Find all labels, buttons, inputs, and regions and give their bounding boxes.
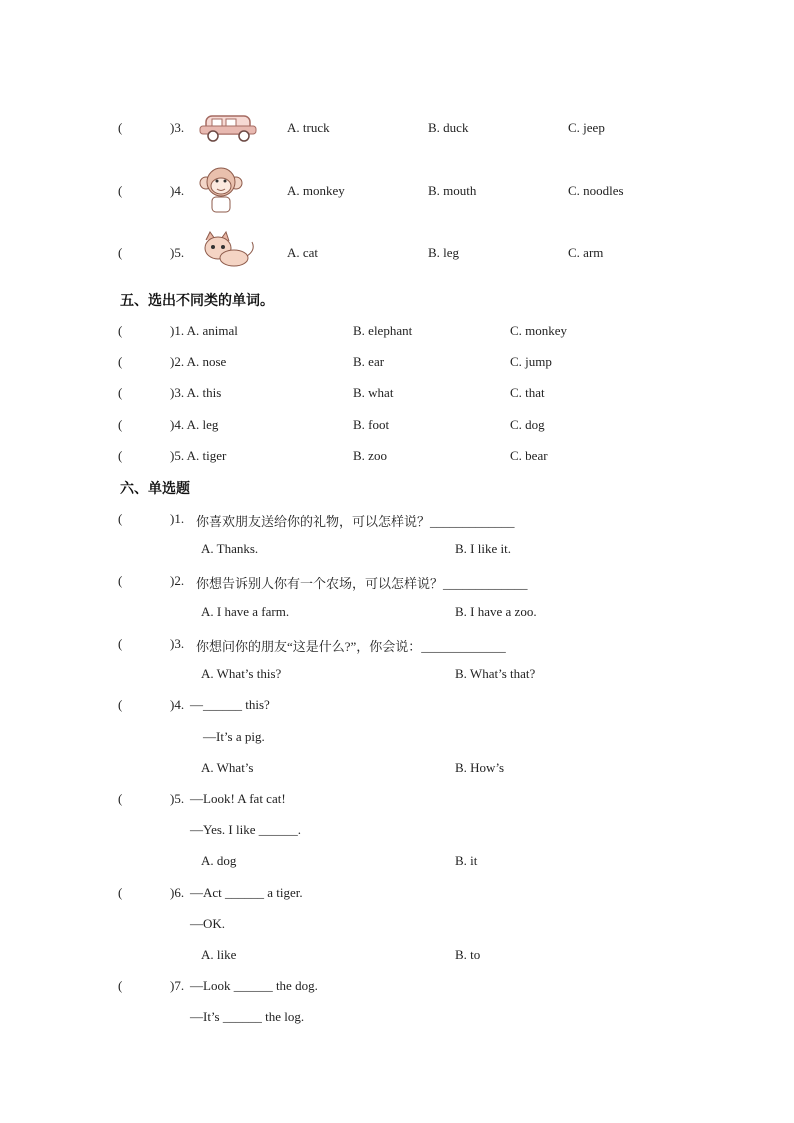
option-c[interactable]: C. bear — [510, 448, 548, 463]
answer-paren[interactable]: ( — [118, 120, 123, 135]
answer-paren[interactable]: ( — [118, 573, 123, 588]
section-title: 五、选出不同类的单词。 — [120, 293, 274, 309]
option-c[interactable]: C. dog — [510, 417, 545, 432]
option-a[interactable]: A. like — [201, 947, 237, 962]
question-number: )7. — [170, 978, 185, 993]
question-number: )3. — [170, 120, 185, 135]
question-number: )6. — [170, 885, 185, 900]
option-c[interactable]: C. that — [510, 385, 545, 400]
option-b[interactable]: B. What’s that? — [455, 666, 536, 681]
question-number: )5. — [170, 791, 185, 806]
car-icon — [196, 110, 262, 144]
answer-paren[interactable]: ( — [118, 885, 123, 900]
question-number: )4. — [170, 697, 185, 712]
option-b[interactable]: B. ear — [353, 354, 385, 369]
question-number: )2. — [170, 573, 185, 588]
option-c[interactable]: C. arm — [568, 245, 604, 260]
option-b[interactable]: B. leg — [428, 245, 460, 260]
answer-paren[interactable]: ( — [118, 354, 123, 369]
option-c[interactable]: C. noodles — [568, 183, 624, 198]
option-a[interactable]: A. I have a farm. — [201, 604, 290, 619]
option-b[interactable]: B. foot — [353, 417, 390, 432]
option-c[interactable]: C. jeep — [568, 120, 605, 135]
option-b[interactable]: B. what — [353, 385, 394, 400]
option-a[interactable]: A. monkey — [287, 183, 345, 198]
question-number: )4. — [170, 183, 185, 198]
option-a[interactable]: A. truck — [287, 120, 330, 135]
question-text: —______ this? — [190, 697, 270, 712]
question-option-a[interactable]: )1. A. animal — [170, 323, 238, 338]
answer-paren[interactable]: ( — [118, 385, 123, 400]
question-option-a[interactable]: )3. A. this — [170, 385, 222, 400]
option-a[interactable]: A. Thanks. — [201, 541, 259, 556]
question-text: —Act ______ a tiger. — [190, 885, 303, 900]
question-option-a[interactable]: )4. A. leg — [170, 417, 219, 432]
question-text: 你想告诉别人你有一个农场，可以怎样说？_____________ — [196, 576, 528, 591]
answer-paren[interactable]: ( — [118, 183, 123, 198]
answer-paren[interactable]: ( — [118, 511, 123, 526]
question-text: 你喜欢朋友送给你的礼物，可以怎样说？_____________ — [196, 514, 515, 529]
option-b[interactable]: B. to — [455, 947, 481, 962]
option-b[interactable]: B. duck — [428, 120, 469, 135]
question-option-a[interactable]: )5. A. tiger — [170, 448, 227, 463]
answer-paren[interactable]: ( — [118, 417, 123, 432]
monkey-icon — [198, 165, 244, 215]
option-b[interactable]: B. zoo — [353, 448, 387, 463]
option-b[interactable]: B. I like it. — [455, 541, 511, 556]
section-title: 六、单选题 — [120, 481, 190, 497]
option-b[interactable]: B. I have a zoo. — [455, 604, 537, 619]
option-c[interactable]: C. jump — [510, 354, 552, 369]
dialogue-line: —Yes. I like ______. — [190, 822, 301, 837]
question-number: )1. — [170, 511, 185, 526]
answer-paren[interactable]: ( — [118, 697, 123, 712]
option-a[interactable]: A. What’s — [201, 760, 254, 775]
option-a[interactable]: A. What’s this? — [201, 666, 282, 681]
answer-paren[interactable]: ( — [118, 245, 123, 260]
answer-paren[interactable]: ( — [118, 636, 123, 651]
answer-paren[interactable]: ( — [118, 448, 123, 463]
question-text: —Look ______ the dog. — [190, 978, 318, 993]
question-number: )3. — [170, 636, 185, 651]
cat-icon — [198, 230, 258, 270]
answer-paren[interactable]: ( — [118, 978, 123, 993]
answer-paren[interactable]: ( — [118, 791, 123, 806]
question-number: )5. — [170, 245, 185, 260]
question-text: 你想问你的朋友“这是什么?”，你会说：_____________ — [196, 639, 506, 654]
question-option-a[interactable]: )2. A. nose — [170, 354, 227, 369]
option-b[interactable]: B. mouth — [428, 183, 477, 198]
answer-paren[interactable]: ( — [118, 323, 123, 338]
option-b[interactable]: B. elephant — [353, 323, 413, 338]
dialogue-line: —OK. — [190, 916, 226, 931]
option-c[interactable]: C. monkey — [510, 323, 568, 338]
question-text: —Look! A fat cat! — [190, 791, 286, 806]
option-a[interactable]: A. cat — [287, 245, 319, 260]
option-b[interactable]: B. it — [455, 853, 478, 868]
option-a[interactable]: A. dog — [201, 853, 237, 868]
dialogue-line: —It’s ______ the log. — [190, 1009, 305, 1024]
dialogue-line: —It’s a pig. — [203, 729, 265, 744]
option-b[interactable]: B. How’s — [455, 760, 505, 775]
